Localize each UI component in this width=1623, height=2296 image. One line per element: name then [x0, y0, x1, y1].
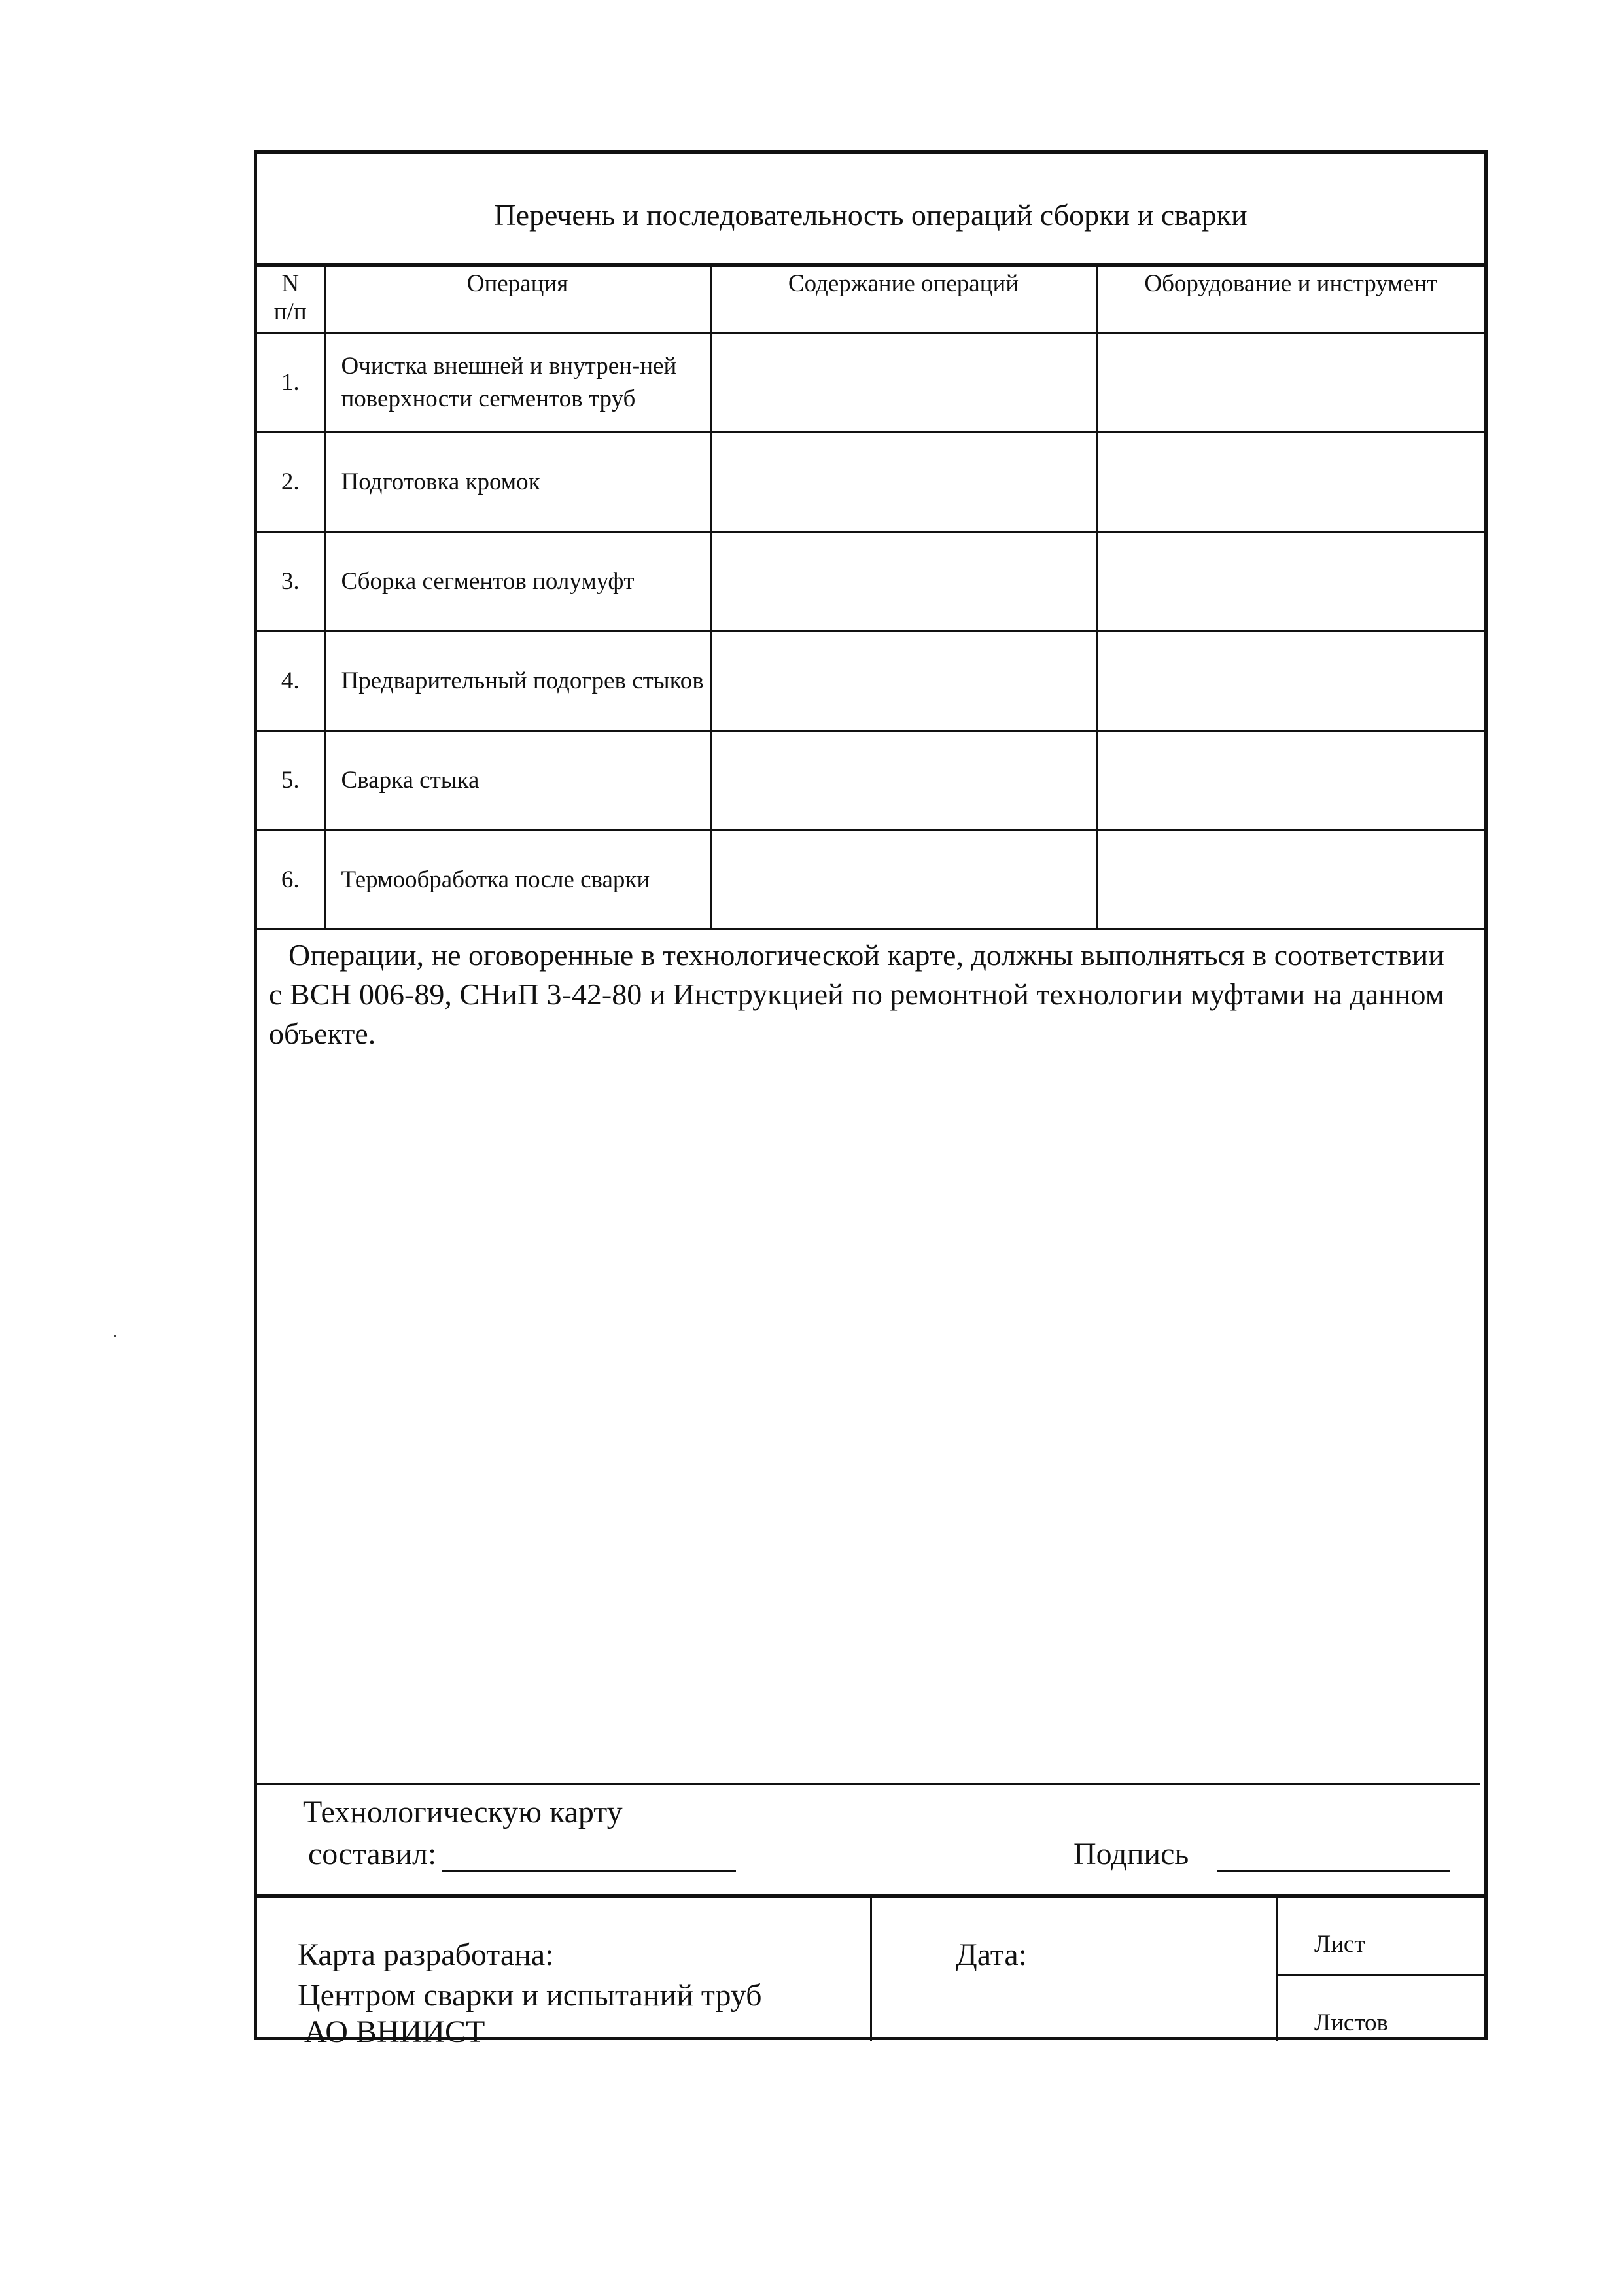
document-title: Перечень и последовательность операций сборки и сварки: [257, 154, 1484, 265]
compiled-label-line2: составил:: [308, 1837, 437, 1871]
header-num-line2: п/п: [273, 298, 307, 325]
header-content: Содержание операций: [710, 266, 1096, 333]
footer-block: [257, 1894, 1484, 2049]
compiled-by-section: [257, 1783, 1480, 1894]
row-content: [710, 333, 1096, 433]
tech-card-frame: [254, 150, 1488, 2049]
row-equipment: [1096, 333, 1484, 433]
developed-by-label: Карта разработана:: [298, 1937, 554, 1972]
sheet-label: Лист: [1314, 1931, 1365, 1958]
compiled-by-blank-line: [442, 1870, 736, 1872]
row-operation: Термообработка после сварки: [324, 830, 710, 930]
row-num: 1.: [257, 333, 324, 433]
row-num: 3.: [257, 532, 324, 631]
row-equipment: [1096, 731, 1484, 830]
row-content: [710, 731, 1096, 830]
row-equipment: [1096, 830, 1484, 930]
row-operation: Сварка стыка: [324, 731, 710, 830]
sheets-label: Листов: [1314, 2009, 1388, 2036]
sheet-row: [1278, 1898, 1484, 1976]
table-row: [257, 333, 1484, 433]
date-label: Дата:: [956, 1937, 1028, 1972]
sheet-cell: [1278, 1898, 1484, 2041]
note-paragraph: Операции, не оговоренные в технологической карте, должны выполняться в соответствии с ВСН 006-89, СНиП 3-42-80 и Инструкцией по ремонтной технологии муфтами на данном объекте.: [269, 938, 1444, 1050]
developer-line2: АО ВНИИСТ: [304, 2015, 485, 2049]
row-operation: Подготовка кромок: [324, 433, 710, 532]
header-num-line1: N: [281, 270, 300, 297]
row-content: [710, 532, 1096, 631]
row-operation: Сборка сегментов полумуфт: [324, 532, 710, 631]
table-row: [257, 532, 1484, 631]
row-operation: Предварительный подогрев стыков: [324, 631, 710, 731]
signature-label: Подпись: [1073, 1837, 1189, 1871]
header-equipment: Оборудование и инструмент: [1096, 266, 1484, 333]
row-equipment: [1096, 631, 1484, 731]
header-operation: Операция: [324, 266, 710, 333]
date-cell: [872, 1898, 1278, 2041]
signature-blank-line: [1217, 1870, 1450, 1872]
row-content: [710, 830, 1096, 930]
row-operation: Очистка внешней и внутрен-ней поверхности сегментов труб: [324, 333, 710, 433]
table-row: [257, 830, 1484, 930]
row-content: [710, 433, 1096, 532]
header-num: [257, 266, 324, 333]
row-equipment: [1096, 532, 1484, 631]
table-row: [257, 731, 1484, 830]
row-equipment: [1096, 433, 1484, 532]
row-num: 6.: [257, 830, 324, 930]
row-num: 4.: [257, 631, 324, 731]
compiled-label-line1: Технологическую карту: [303, 1795, 623, 1829]
scan-speck: [114, 1335, 116, 1337]
operations-table: [257, 265, 1484, 930]
table-row: [257, 631, 1484, 731]
row-num: 2.: [257, 433, 324, 532]
row-num: 5.: [257, 731, 324, 830]
developer-line1: Центром сварки и испытаний труб: [298, 1978, 762, 2013]
table-header-row: [257, 266, 1484, 333]
table-row: [257, 433, 1484, 532]
row-content: [710, 631, 1096, 731]
developer-cell: [257, 1898, 872, 2049]
